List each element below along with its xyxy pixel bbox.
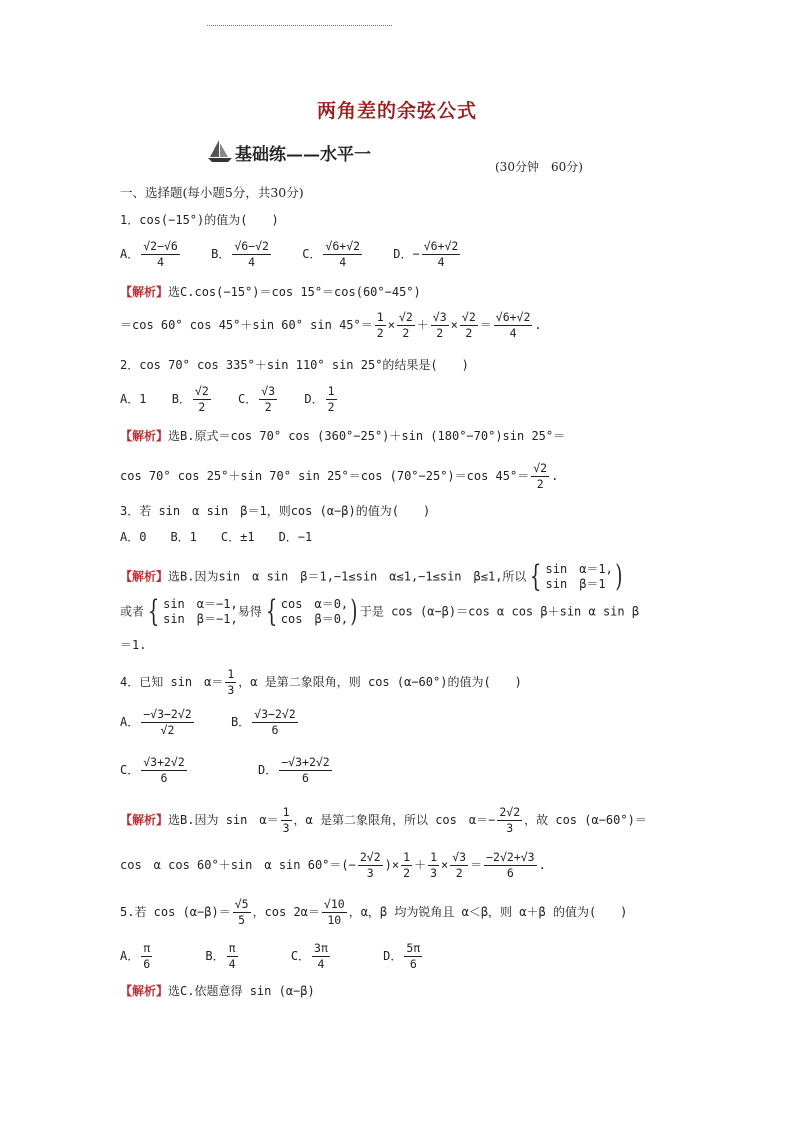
question-1-solution-line-2: ＝cos 60° cos 45°＋sin 60° sin 45°＝ $\frac{1}{2}$ × $\frac{√2}{2}$ ＋ $\frac{√3}{2}$ × $\frac{√2}{2}$ ＝ $\frac{√6+√2}{4}$ .: [120, 310, 542, 341]
question-2-options: A．1 B． $\frac{√2}{2}$ C． $\frac{√3}{2}$ D． $\frac{1}{2}$: [120, 384, 335, 415]
question-5-stem: 5.若 cos (α−β)＝ $\frac{√5}{5}$ ，cos 2α＝ $\frac{√10}{10}$ ，α，β 均为锐角且 α＜β，则 α＋β 的值为( ): [120, 897, 628, 928]
question-2-stem: 2．cos 70° cos 335°＋sin 110° sin 25°的结果是( ): [120, 358, 469, 372]
option-d-fraction: $\frac{√6+√2}{4}$: [423, 239, 459, 270]
question-3-solution-line-1: 【解析】选B.因为sin α sin β＝1,−1≤sin α≤1,−1≤sin β≤1,所以 { sin α＝1, sin β＝1 ): [120, 559, 623, 594]
question-1-solution-line-1: 【解析】选C.cos(−15°)＝cos 15°＝cos(60°−45°): [120, 285, 421, 299]
option-a-fraction: $\frac{√2-√6}{4}$: [143, 239, 178, 270]
time-note: (30分钟 60分): [495, 160, 583, 174]
question-4-solution-line-1: 【解析】选B.因为 sin α＝ $\frac{1}{3}$ ，α 是第二象限角，所以 cos α＝− $\frac{2√2}{3}$ ，故 cos (α−60°)＝: [120, 805, 647, 836]
section-title: 基础练——水平一: [235, 145, 371, 165]
question-2-solution-line-1: 【解析】选B.原式＝cos 70° cos (360°−25°)＋sin (180°−70°)sin 25°＝: [120, 429, 566, 443]
question-4-solution-line-2: cos α cos 60°＋sin α sin 60°＝(− $\frac{2√2}{3}$ )× $\frac{1}{2}$ ＋ $\frac{1}{3}$ × $\frac{√3}{2}$ ＝ $\frac{-2√2+√3}{6}$ .: [120, 850, 546, 881]
question-2-solution-line-2: cos 70° cos 25°＋sin 70° sin 25°＝cos (70°−25°)＝cos 45°＝ $\frac{√2}{2}$ .: [120, 461, 559, 492]
question-3-options: A．0 B．1 C．±1 D．−1: [120, 530, 313, 544]
question-1-options: A． $\frac{√2-√6}{4}$ B． $\frac{√6-√2}{4}$ C． $\frac{√6+√2}{4}$ D．− $\frac{√6+√2}{4}$: [120, 239, 459, 270]
option-c-fraction: $\frac{√6+√2}{4}$: [325, 239, 361, 270]
section-divider: [207, 25, 392, 26]
sailboat-icon: [207, 138, 233, 164]
part-header: 一、选择题(每小题5分，共30分): [120, 185, 304, 200]
page-title: 两角差的余弦公式: [316, 100, 477, 122]
question-4-stem: 4．已知 sin α＝ $\frac{1}{3}$ ，α 是第二象限角，则 cos (α−60°)的值为( ): [120, 667, 522, 698]
analysis-tag: 【解析】: [120, 285, 169, 299]
question-1-stem: 1．cos(−15°)的值为( ): [120, 213, 279, 227]
question-3-solution-line-3: ＝1.: [120, 638, 147, 652]
question-5-options: A． $\frac{\pi}{6}$ B． $\frac{\pi}{4}$ C． $\frac{3\pi}{4}$ D． $\frac{5\pi}{6}$: [120, 941, 421, 972]
question-3-stem: 3．若 sin α sin β＝1，则cos (α−β)的值为( ): [120, 504, 431, 518]
question-3-solution-line-2: 或者 { sin α＝−1, sin β＝−1, 易得 { cos α＝0, cos β＝0, ) 于是 cos (α−β)＝cos α cos β＋sin α sin β: [120, 594, 640, 629]
option-b-fraction: $\frac{√6-√2}{4}$: [234, 239, 269, 270]
question-4-options-row-1: A． $\frac{-√3-2√2}{√2}$ B． $\frac{√3-2√2}{6}$: [120, 707, 296, 738]
question-5-solution-line-1: 【解析】选C.依题意得 sin (α−β): [120, 984, 315, 998]
question-4-options-row-2: C． $\frac{√3+2√2}{6}$ D． $\frac{-√3+2√2}{6}$: [120, 755, 330, 786]
